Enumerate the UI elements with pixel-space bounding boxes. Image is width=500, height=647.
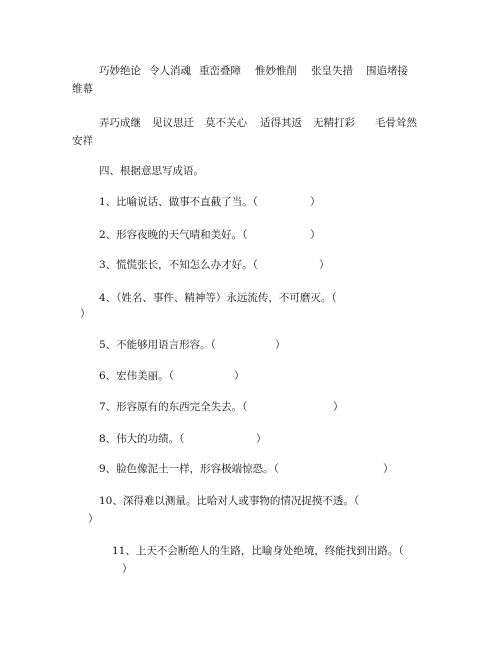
idiom-wrap: 安祥: [72, 135, 93, 147]
question-3: 3、慌慌张长，不知怎么办才好。（: [99, 259, 258, 271]
answer-close: ）: [80, 308, 91, 320]
idiom-wrap: 维幕: [72, 83, 93, 95]
answer-close: ）: [234, 370, 245, 382]
answer-close: ）: [256, 433, 267, 445]
question-4: 4、（姓名、事件、精神等）永远流传，不可磨灭。（: [99, 292, 337, 304]
idiom-item: 张皇失措: [311, 65, 353, 77]
answer-close: ）: [88, 513, 99, 525]
answer-close: ）: [319, 259, 330, 271]
answer-close: ）: [333, 401, 344, 413]
section-title: 四、根据意思写成语。: [99, 165, 204, 177]
question-11: 11、上天不会断绝人的生路，比喻身处绝境，终能找到出路。（: [112, 545, 404, 557]
idiom-item: 无精打彩: [313, 117, 355, 129]
answer-close: ）: [275, 339, 286, 351]
question-1: 1、比喻说话、做事不直截了当。（: [99, 196, 258, 208]
idiom-item: 巧妙绝论: [99, 65, 141, 77]
question-7: 7、形容原有的东西完全失去。（: [99, 401, 248, 413]
question-5: 5、不能够用语言形容。（: [99, 339, 216, 351]
idiom-item: 重峦叠障: [199, 65, 241, 77]
idiom-item: 弄巧成继: [99, 117, 141, 129]
idiom-item: 见议思迁: [152, 117, 194, 129]
idiom-item: 莫不关心: [205, 117, 247, 129]
question-10: 10、深得难以测量。比哈对人或事物的情况捉摸不透。（: [99, 495, 360, 507]
answer-close: ）: [383, 463, 394, 475]
question-2: 2、形容夜晚的天气晴和美好。（: [99, 229, 248, 241]
answer-close: ）: [310, 229, 321, 241]
idiom-item: 惟妙惟削: [255, 65, 297, 77]
idiom-item: 适得其返: [260, 117, 302, 129]
question-9: 9、脸色像泥土一样，形容极端惊恐。（: [99, 463, 279, 475]
idiom-item: 毛骨耸然: [375, 117, 417, 129]
answer-close: ）: [122, 563, 133, 575]
idiom-item: 围追堵接: [366, 65, 408, 77]
answer-close: ）: [310, 196, 321, 208]
question-8: 8、伟大的功绩。（: [99, 433, 185, 445]
idiom-item: 令人消魂: [149, 65, 191, 77]
question-6: 6、宏伟美丽。（: [99, 370, 174, 382]
